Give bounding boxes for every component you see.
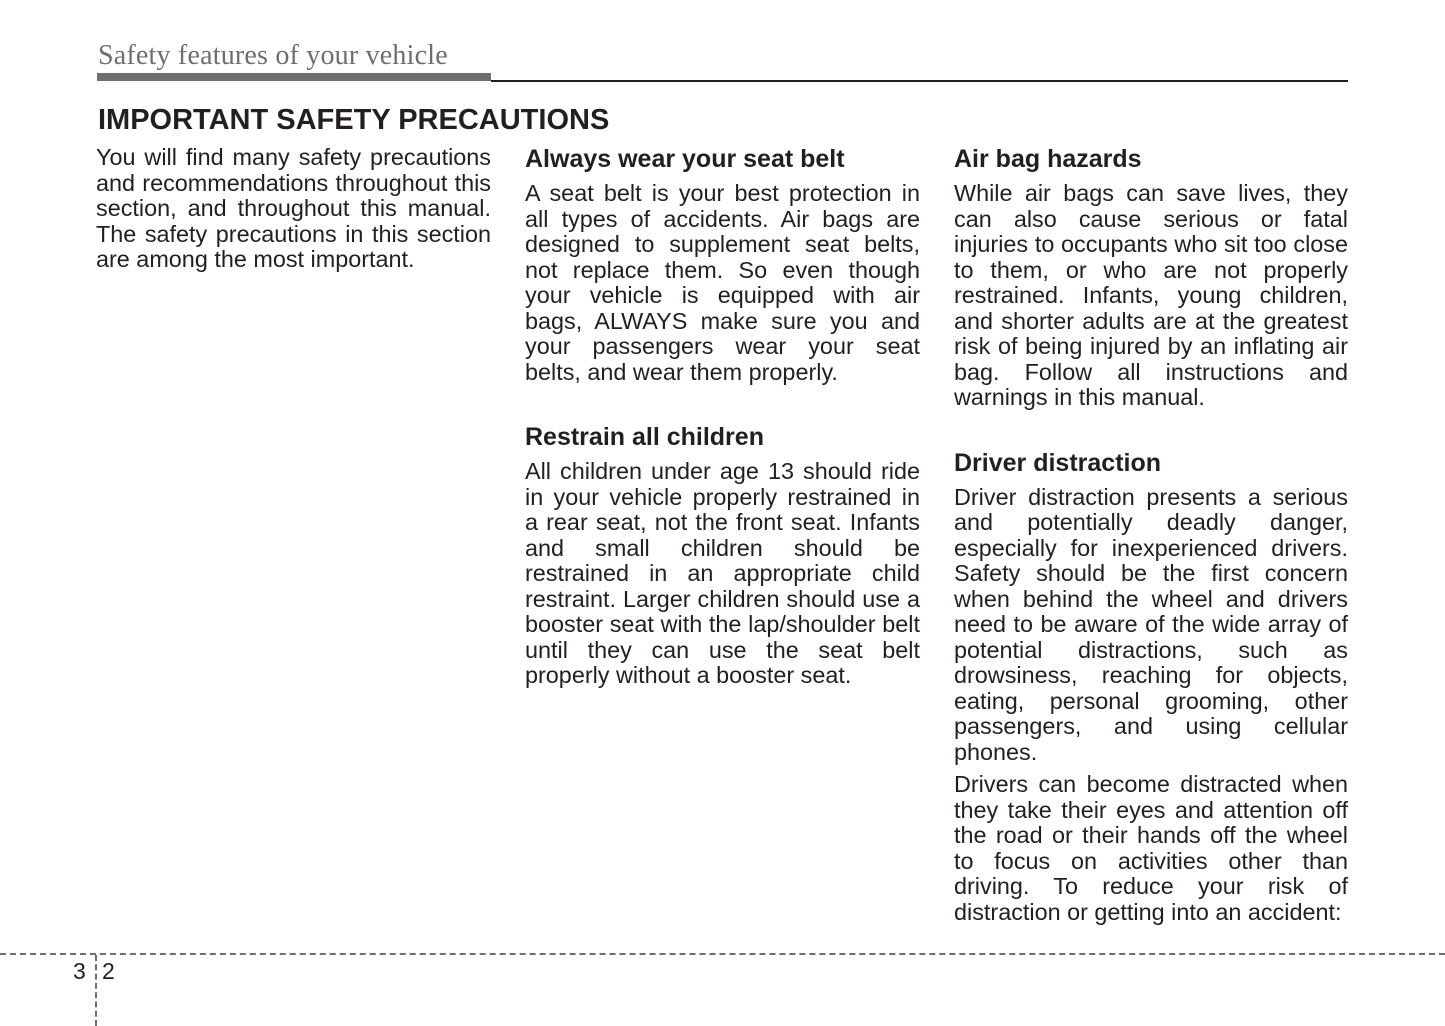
footer-rule: [0, 953, 1445, 955]
distraction-paragraph-1: Driver distraction presents a serious and potentially deadly danger, especially for inexperienced drivers. Safety should be the first concern when behind the wheel and drivers need to be aware of the wide array of potential distractions, such as drowsiness, reaching for objects, eating, personal grooming, other passengers, and using cellular phones.: [954, 483, 1348, 765]
distraction-paragraph-2: Drivers can become distracted when they take their eyes and attention off the road or their hands off the wheel to focus on activities other than driving. To reduce your risk of distraction or getting into an accident:: [954, 771, 1348, 925]
children-paragraph: All children under age 13 should ride in your vehicle properly restrained in a rear seat, not the front seat. Infants and small children should be restrained in an appropriate child restraint. Larger children should use a booster seat with the lap/shoulder belt until they can use the seat belt properly without a booster seat.: [525, 458, 920, 688]
header-rule-thin: [491, 80, 1348, 82]
column-right: [954, 145, 1348, 925]
page-number: 2: [102, 958, 115, 984]
seat-belt-heading: Always wear your seat belt: [525, 145, 845, 173]
header-rule-thick: [97, 73, 491, 81]
section-title: IMPORTANT SAFETY PRECAUTIONS: [98, 104, 610, 136]
children-heading: Restrain all children: [525, 423, 764, 451]
column-left: [96, 145, 491, 273]
intro-paragraph: You will find many safety precautions and recommendations throughout this section, and throughout this manual. The safety precautions in this section are among the most important.: [96, 144, 491, 272]
air-bag-paragraph: While air bags can save lives, they can also cause serious or fatal injuries to occupants who sit too close to them, or who are not properly restrained. Infants, young children, and shorter adults are at the greatest risk of being injured by an inflating air bag. Follow all instructions and warnings in this manual.: [954, 180, 1348, 410]
seat-belt-paragraph: A seat belt is your best protection in all types of accidents. Air bags are designed to supplement seat belts, not replace them. So even though your vehicle is equipped with air bags, ALWAYS make sure you and your passengers wear your seat belts, and wear them properly.: [525, 180, 920, 385]
running-header: Safety features of your vehicle: [98, 40, 448, 71]
chapter-number: 3: [73, 958, 86, 984]
distraction-heading: Driver distraction: [954, 448, 1162, 477]
footer-divider: [95, 955, 97, 1026]
column-middle: [525, 145, 920, 689]
air-bag-heading: Air bag hazards: [954, 145, 1142, 173]
